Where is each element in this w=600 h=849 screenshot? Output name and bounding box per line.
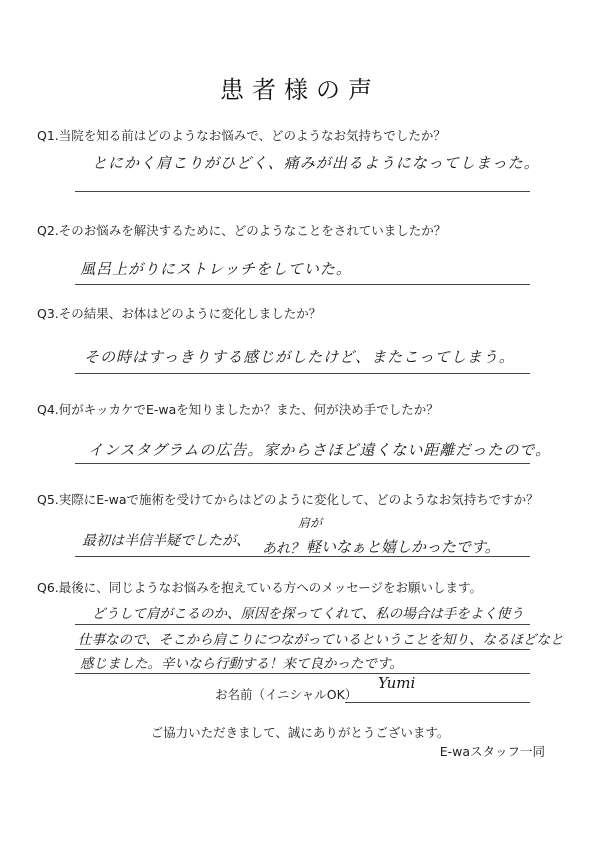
answer-line-1 xyxy=(75,191,530,192)
answer-5-part-3: 軽いなぁと嬉しかったです。 xyxy=(306,538,500,556)
question-5: Q5.実際にE-waで施術を受けてからはどのように変化して、どのようなお気持ちですか？ xyxy=(37,492,539,507)
thanks-message: ご協力いただきまして、誠にありがとうございます。 xyxy=(150,725,450,740)
question-1: Q1.当院を知る前はどのようなお悩みで、どのようなお気持ちでしたか？ xyxy=(37,128,446,143)
name-label: お名前（イニシャルOK） xyxy=(215,687,358,702)
answer-line-6b xyxy=(75,649,530,650)
question-6: Q6.最後に、同じようなお悩みを抱えている方へのメッセージをお願いします。 xyxy=(37,580,483,595)
page-title: 患者様の声 xyxy=(220,76,380,104)
answer-line-6a xyxy=(75,624,530,625)
answer-line-3 xyxy=(75,373,530,374)
answer-line-5 xyxy=(75,556,530,557)
answer-line-4 xyxy=(75,463,530,464)
name-line xyxy=(345,702,530,703)
answer-5-part-2: あれ？ xyxy=(262,541,304,557)
answer-5-part-1: 最初は半信半疑でしたが、 xyxy=(82,533,250,549)
answer-line-6c xyxy=(75,673,530,674)
answer-4: インスタグラムの広告。家からさほど遠くない距離だったので。 xyxy=(88,441,552,459)
answer-1: とにかく肩こりがひどく、痛みが出るようになってしまった。 xyxy=(92,154,540,172)
question-4: Q4.何がキッカケでE-waを知りましたか？また、何が決め手でしたか？ xyxy=(37,402,439,417)
question-2: Q2.そのお悩みを解決するために、どのようなことをされていましたか？ xyxy=(37,223,447,238)
answer-3: その時はすっきりする感じがしたけど、またこってしまう。 xyxy=(84,348,515,366)
name-value: Yumi xyxy=(378,674,416,692)
answer-line-2 xyxy=(75,284,530,285)
answer-6-line-2: 仕事なので、そこから肩こりにつながっているということを知り、なるほどなと xyxy=(78,632,564,648)
question-3: Q3.その結果、お体はどのように変化しましたか？ xyxy=(37,306,322,321)
answer-2: 風呂上がりにストレッチをしていた。 xyxy=(80,260,352,278)
answer-6-line-3: 感じました。辛いなら行動する！来て良かったです。 xyxy=(80,656,403,672)
answer-5-insert: 肩が xyxy=(298,516,323,530)
answer-6-line-1: どうして肩がこるのか、原因を探ってくれて、私の場合は手をよく使う xyxy=(92,606,524,622)
staff-signature: E-waスタッフ一同 xyxy=(439,744,545,759)
